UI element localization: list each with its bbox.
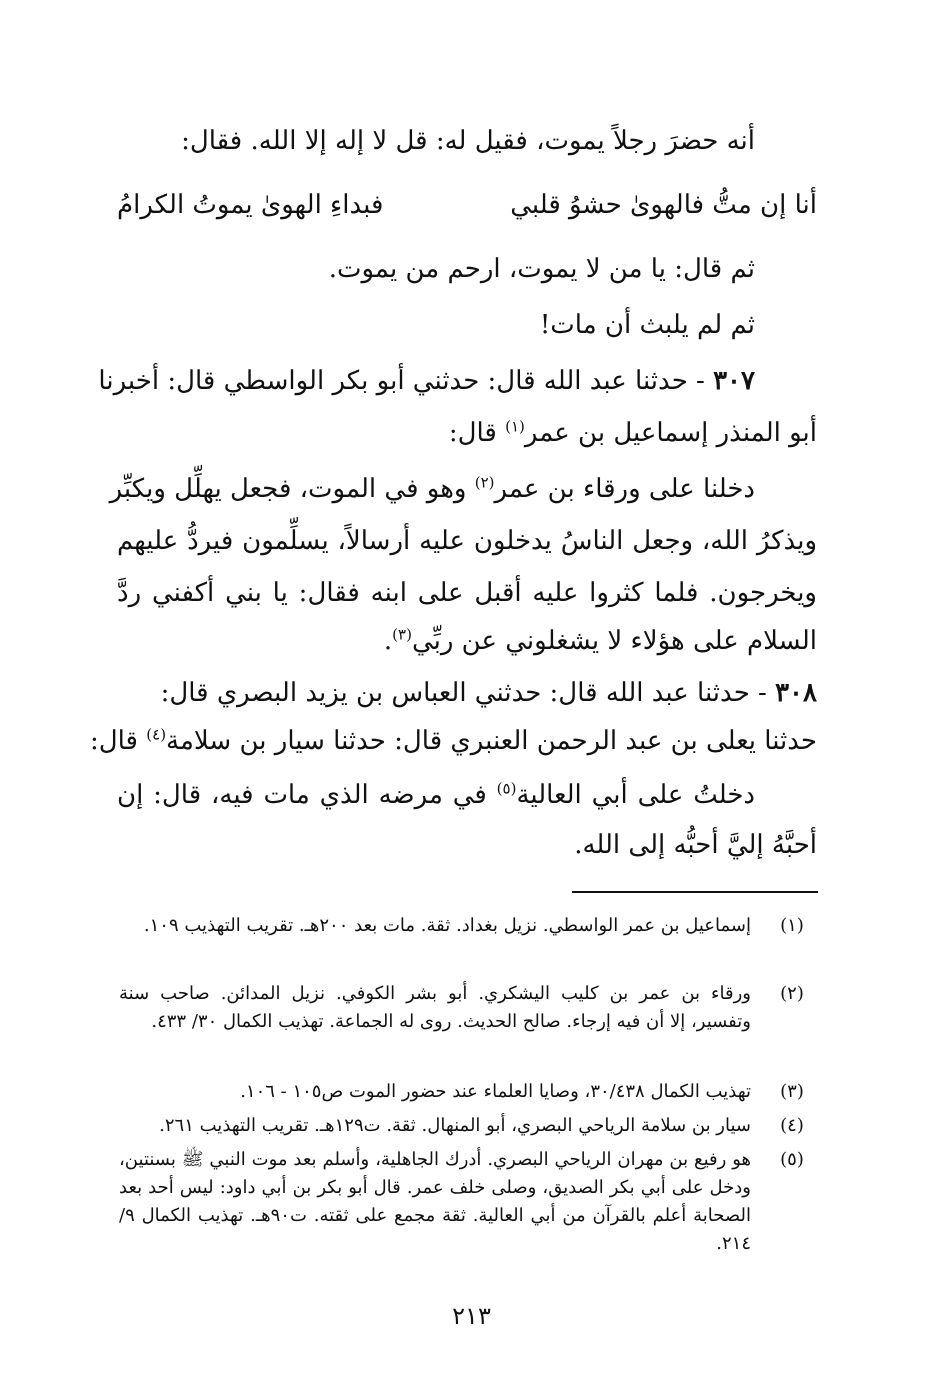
footnote-marker: (٤): [780, 1115, 804, 1136]
narration-number: ٣٠٧: [713, 366, 755, 396]
narration-number: ٣٠٨: [775, 678, 817, 708]
page-number: ٢١٣: [452, 1302, 491, 1330]
footnote-marker: (٥): [780, 1149, 804, 1170]
verse-second-hemistich: فبداءِ الهوىٰ يموتُ الكرامُ: [117, 190, 384, 220]
footnote-marker: (٣): [780, 1081, 804, 1102]
text-line: حدثنا يعلى بن عبد الرحمن العنبري قال: حدثنا سيار بن سلامة$^{(٤)}$ قال:: [89, 725, 817, 756]
text-line: ويذكرُ الله، وجعل الناسُ يدخلون عليه أرسالاً، يسلِّمون فيردُّ عليهم: [117, 526, 817, 556]
footnote-ref[interactable]: (٢): [474, 473, 495, 492]
text-line: أحبَّهُ إليَّ أحبُّه إلى الله.: [574, 830, 817, 860]
footnote-text: هو رفيع بن مهران الرياحي البصري. أدرك الجاهلية، وأسلم بعد موت النبي ﷺ بسنتين، ودخل على أبي بكر الصديق، وصلى خلف عمر. قال أبو بكر بن أبي داود: ليس أحد بعد الصحابة أعلم بالقرآن من أبي العالية. ثقة مجمع على ثقته. ت٩٠هـ. تهذيب الكمال ٩/ ٢١٤.: [119, 1149, 751, 1254]
footnote-3: [119, 1078, 817, 1106]
footnote-4: [119, 1112, 817, 1140]
footnote-marker: (٢): [780, 983, 804, 1004]
footnote-ref[interactable]: (١): [505, 417, 525, 436]
footnote-text: إسماعيل بن عمر الواسطي. نزيل بغداد. ثقة. مات بعد ٢٠٠هـ. تقريب التهذيب ١٠٩.: [143, 915, 751, 936]
footnote-ref[interactable]: (٤): [146, 725, 167, 744]
text-line: دخلتُ على أبي العالية$^{(٥)}$ في مرضه الذي مات فيه، قال: إن: [117, 779, 756, 810]
footnote-5: [119, 1146, 817, 1286]
text-line: ثم لم يلبث أن مات!: [539, 310, 755, 340]
text-line: دخلنا على ورقاء بن عمر$^{(٢)}$ وهو في الموت، فجعل يهلِّل ويكبِّر: [109, 473, 755, 504]
text-line: ويخرجون. فلما كثروا عليه أقبل على ابنه فقال: يا بني أكفني ردَّ: [117, 578, 817, 608]
footnote-separator: [572, 891, 818, 893]
narration-307-heading: ٣٠٧ - حدثنا عبد الله قال: حدثني أبو بكر الواسطي قال: أخبرنا: [98, 366, 755, 396]
text-line: السلام على هؤلاء لا يشغلوني عن ربِّي$^{(٣)}$.: [383, 625, 817, 656]
verse-first-hemistich: أنا إن متُّ فالهوىٰ حشوُ قلبي: [510, 190, 817, 220]
footnote-marker: (١): [780, 915, 804, 936]
text-line: أبو المنذر إسماعيل بن عمر$^{(١)}$ قال:: [448, 417, 817, 448]
footnote-text: تهذيب الكمال ٣٠/٤٣٨، وصايا العلماء عند حضور الموت ص١٠٥ - ١٠٦.: [240, 1081, 751, 1102]
text-line: أنه حضرَ رجلاً يموت، فقيل له: قل لا إله إلا الله. فقال:: [181, 126, 755, 156]
footnote-ref[interactable]: (٣): [392, 625, 412, 644]
footnote-1: [119, 912, 817, 968]
footnote-text: سيار بن سلامة الرياحي البصري، أبو المنهال. ثقة. ت١٢٩هـ. تقريب التهذيب ٢٦١.: [159, 1115, 751, 1136]
footnote-text: ورقاء بن عمر بن كليب اليشكري. أبو بشر الكوفي. نزيل المدائن. صاحب سنة وتفسير، إلا أن فيه إرجاء. صالح الحديث. روى له الجماعة. تهذيب الكمال ٣٠/ ٤٣٣.: [119, 983, 751, 1032]
footnote-2: [119, 980, 817, 1064]
footnote-ref[interactable]: (٥): [496, 779, 517, 798]
text-line: ثم قال: يا من لا يموت، ارحم من يموت.: [328, 254, 755, 284]
poetry-verse: [117, 188, 817, 228]
narration-308-heading: ٣٠٨ - حدثنا عبد الله قال: حدثني العباس بن يزيد البصري قال:: [160, 678, 817, 708]
